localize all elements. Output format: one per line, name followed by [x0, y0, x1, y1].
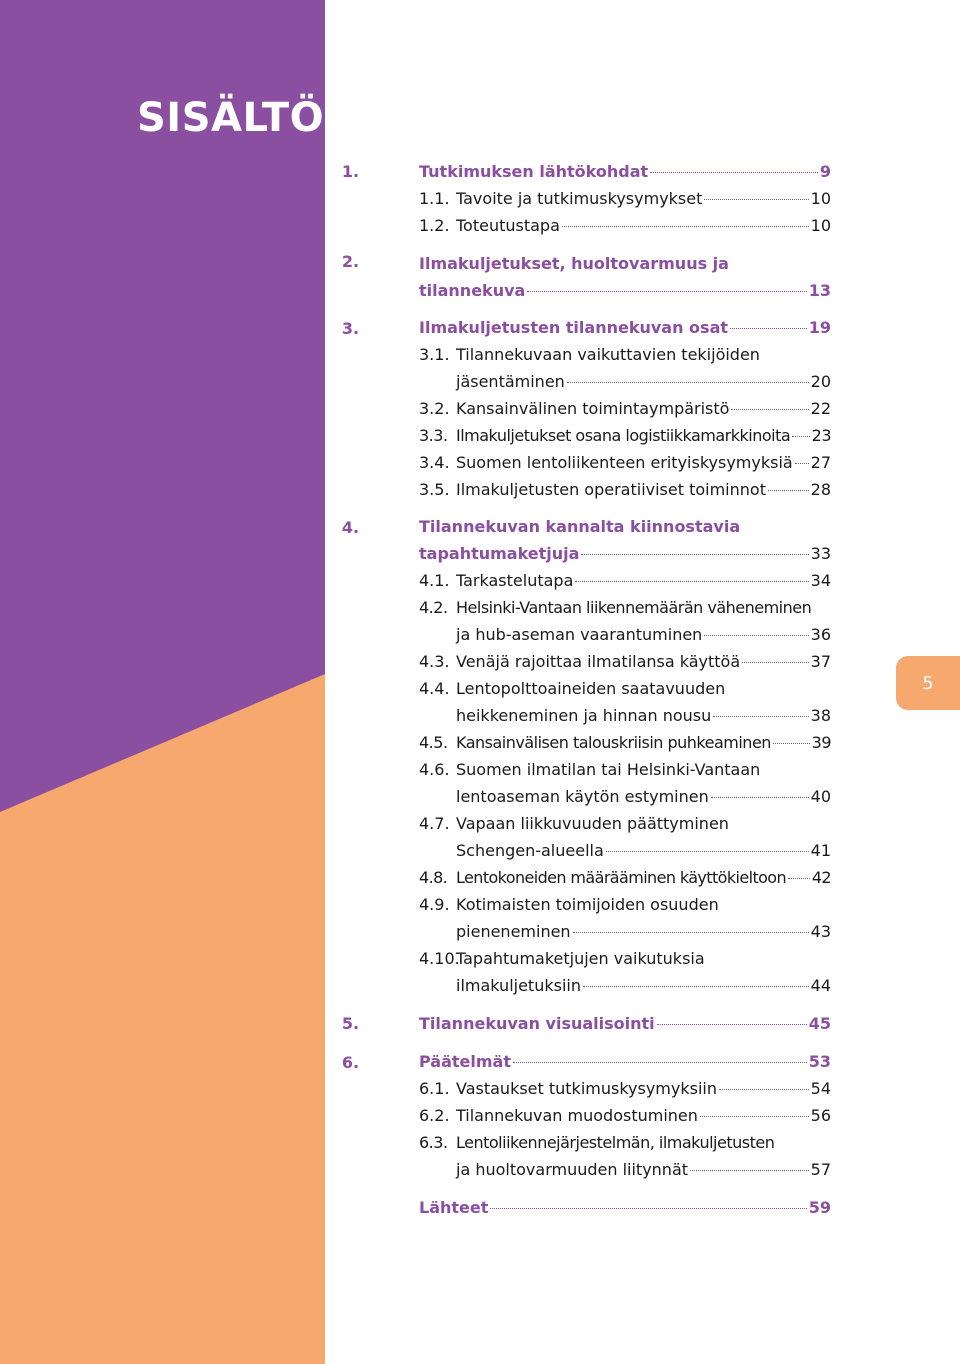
toc-page: 43 [810, 922, 831, 941]
toc-page: 36 [810, 625, 831, 644]
toc-dot-leader [773, 743, 810, 744]
toc-number: 4.8. [419, 868, 448, 887]
toc-title: lentoaseman käytön estyminen [456, 787, 709, 806]
toc-title: Tilannekuvaan vaikuttavien tekijöiden [456, 345, 760, 364]
toc-number: 3.3. [419, 426, 448, 445]
chapter-tab-label: 5. [341, 1013, 360, 1033]
toc-dot-leader [795, 463, 809, 464]
toc-page: 27 [810, 453, 831, 472]
toc-title: Vapaan liikkuvuuden päättyminen [456, 814, 729, 833]
toc-entry-chapter[interactable] [419, 158, 831, 185]
toc-page: 13 [808, 281, 831, 300]
toc-number: 3.2. [419, 399, 450, 418]
toc-dot-leader [792, 436, 809, 437]
toc-dot-leader [581, 554, 808, 555]
toc-entry-section[interactable] [419, 1102, 831, 1129]
toc-title: Tavoite ja tutkimuskysymykset [456, 189, 703, 208]
toc-dot-leader [731, 409, 808, 410]
toc-dot-leader [700, 1116, 809, 1117]
toc-title: Venäjä rajoittaa ilmatilansa käyttöä [456, 652, 741, 671]
toc-entry-chapter[interactable] [419, 1048, 831, 1075]
toc-title: Ilmakuljetusten tilannekuvan osat [419, 318, 729, 337]
toc-dot-leader [713, 716, 808, 717]
toc-page: 10 [810, 189, 831, 208]
toc-dot-leader [704, 635, 808, 636]
toc-dot-leader [573, 932, 809, 933]
toc-entry-chapter[interactable] [419, 314, 831, 341]
page-heading: SISÄLTÖ [137, 95, 325, 141]
toc-page: 20 [810, 372, 831, 391]
toc-entry-section[interactable] [419, 756, 831, 783]
toc-title: Tutkimuksen lähtökohdat [419, 162, 649, 181]
toc-page: 41 [810, 841, 831, 860]
toc-entry-section[interactable] [419, 567, 831, 594]
toc-entry-section[interactable] [456, 702, 831, 729]
toc-number: 1.1. [419, 189, 450, 208]
toc-title: Suomen lentoliikenteen erityiskysymyksiä [456, 453, 793, 472]
toc-page: 19 [808, 318, 831, 337]
toc-page: 57 [810, 1160, 831, 1179]
toc-title: Lentopolttoaineiden saatavuuden [456, 679, 726, 698]
toc-title: pieneneminen [456, 922, 571, 941]
chapter-tab-label: 3. [341, 318, 360, 338]
toc-entry-section[interactable] [456, 837, 831, 864]
toc-title: Päätelmät [419, 1052, 511, 1071]
toc-number: 4.4. [419, 679, 450, 698]
toc-title: Kansainvälinen toimintaympäristö [456, 399, 730, 418]
toc-title: tapahtumaketjuja [419, 544, 580, 563]
toc-number: 6.2. [419, 1106, 450, 1125]
toc-entry-section[interactable] [419, 476, 831, 503]
page-number: 5 [922, 672, 934, 694]
toc-page: 53 [808, 1052, 831, 1071]
toc-page: 23 [811, 426, 831, 445]
toc-entry-section[interactable] [419, 648, 831, 675]
toc-title: Kansainvälisen talouskriisin puhkeaminen [456, 733, 771, 752]
toc-number: 4.6. [419, 760, 450, 779]
toc-page: 45 [808, 1014, 831, 1033]
toc-page: 39 [811, 733, 831, 752]
toc-dot-leader [690, 1170, 809, 1171]
toc-entry-section[interactable] [456, 783, 831, 810]
toc-title: ilmakuljetuksiin [456, 976, 581, 995]
toc-entry-section[interactable] [419, 675, 831, 702]
toc-number: 4.7. [419, 814, 450, 833]
toc-dot-leader [719, 1089, 809, 1090]
toc-entry-section[interactable] [419, 1075, 831, 1102]
toc-title: Ilmakuljetusten operatiiviset toiminnot [456, 480, 766, 499]
toc-entry-chapter[interactable] [419, 540, 831, 567]
chapter-tab-label: 4. [341, 517, 360, 537]
toc-entry-section[interactable] [419, 594, 831, 621]
toc-title: Tarkastelutapa [456, 571, 574, 590]
toc-number: 4.2. [419, 598, 448, 617]
toc-title: heikkeneminen ja hinnan nousu [456, 706, 712, 725]
toc-page: 34 [810, 571, 831, 590]
toc-title: Tilannekuvan muodostuminen [456, 1106, 698, 1125]
toc-title: ja huoltovarmuuden liitynnät [456, 1160, 689, 1179]
toc-entry-chapter[interactable] [419, 1010, 831, 1037]
toc-entry-section[interactable] [419, 864, 831, 891]
toc-dot-leader [657, 1024, 807, 1025]
toc-entry-section[interactable] [419, 185, 831, 212]
toc-title: Lentoliikennejärjestelmän, ilmakuljetusten [456, 1133, 775, 1152]
toc-number: 1.2. [419, 216, 450, 235]
toc-title: Vastaukset tutkimuskysymyksiin [456, 1079, 717, 1098]
toc-page: 54 [810, 1079, 831, 1098]
toc-dot-leader [575, 581, 808, 582]
toc-title: Tilannekuvan kannalta kiinnostavia [419, 517, 741, 536]
toc-number: 6.3. [419, 1133, 448, 1152]
toc-page: 9 [819, 162, 831, 181]
toc-entry-section[interactable] [419, 449, 831, 476]
toc-entry-section[interactable] [456, 918, 831, 945]
toc-number: 4.3. [419, 652, 450, 671]
toc-dot-leader [567, 382, 809, 383]
toc-title: Tapahtumaketjujen vaikutuksia [456, 949, 705, 968]
toc-entry-section[interactable] [419, 810, 831, 837]
toc-page: 37 [810, 652, 831, 671]
toc-dot-leader [513, 1062, 807, 1063]
toc-title: Lähteet [419, 1198, 489, 1217]
toc-entry-section[interactable] [419, 422, 831, 449]
toc-number: 4.9. [419, 895, 450, 914]
toc-page: 40 [810, 787, 831, 806]
toc-page: 59 [808, 1198, 831, 1217]
toc-page: 56 [810, 1106, 831, 1125]
toc-dot-leader [527, 291, 806, 292]
toc-page: 44 [810, 976, 831, 995]
toc-number: 4.5. [419, 733, 448, 752]
toc-entry-section[interactable] [456, 1156, 831, 1183]
toc-entry-section[interactable] [419, 945, 831, 972]
toc-dot-leader [650, 172, 818, 173]
chapter-tab-label: 2. [341, 251, 360, 271]
toc-entry-section[interactable] [419, 341, 831, 368]
toc-dot-leader [730, 328, 807, 329]
toc-entry-section[interactable] [419, 891, 831, 918]
toc-number: 6.1. [419, 1079, 450, 1098]
toc-number: 3.5. [419, 480, 450, 499]
toc-title: Lentokoneiden määrääminen käyttökieltoon [456, 868, 787, 887]
toc-title: Ilmakuljetukset osana logistiikkamarkkinoita [456, 426, 791, 445]
toc-number: 4.1. [419, 571, 450, 590]
toc-number: 3.1. [419, 345, 450, 364]
toc-page: 42 [811, 868, 831, 887]
toc-page: 28 [810, 480, 831, 499]
toc-entry-chapter[interactable] [419, 513, 831, 540]
toc-dot-leader [742, 662, 808, 663]
toc-dot-leader [704, 199, 808, 200]
toc-entry-chapter[interactable] [419, 1194, 831, 1221]
toc-dot-leader [711, 797, 809, 798]
toc-title: ja hub-aseman vaarantuminen [456, 625, 703, 644]
toc-entry-chapter[interactable] [419, 277, 831, 304]
toc-dot-leader [768, 490, 809, 491]
toc-dot-leader [490, 1208, 806, 1209]
toc-number: 3.4. [419, 453, 450, 472]
toc-page: 22 [810, 399, 831, 418]
toc-entry-section[interactable] [456, 972, 831, 999]
toc-page: 38 [810, 706, 831, 725]
toc-dot-leader [562, 226, 809, 227]
toc-entry-section[interactable] [419, 212, 831, 239]
toc-dot-leader [788, 878, 810, 879]
toc-page: 33 [810, 544, 831, 563]
toc-entry-section[interactable] [419, 729, 831, 756]
toc-entry-section[interactable] [456, 368, 831, 395]
toc-entry-section[interactable] [456, 621, 831, 648]
chapter-tab-label: 1. [341, 161, 360, 181]
toc-title: Suomen ilmatilan tai Helsinki-Vantaan [456, 760, 761, 779]
toc-title: Tilannekuvan visualisointi [419, 1014, 655, 1033]
toc-dot-leader [583, 986, 809, 987]
toc-entry-section[interactable] [419, 395, 831, 422]
toc-title: jäsentäminen [456, 372, 565, 391]
toc-number: 4.10. [419, 949, 460, 968]
toc-title: Toteutustapa [456, 216, 560, 235]
toc-title: Schengen-alueella [456, 841, 604, 860]
toc-entry-chapter[interactable] [419, 250, 831, 277]
toc-dot-leader [606, 851, 809, 852]
toc-title: Kotimaisten toimijoiden osuuden [456, 895, 719, 914]
toc-title: tilannekuva [419, 281, 526, 300]
chapter-tab-label: 6. [341, 1052, 360, 1072]
toc-page: 10 [810, 216, 831, 235]
toc-entry-section[interactable] [419, 1129, 831, 1156]
toc-title: Ilmakuljetukset, huoltovarmuus ja [419, 254, 729, 273]
toc-title: Helsinki-Vantaan liikennemäärän väheneminen [456, 598, 812, 617]
